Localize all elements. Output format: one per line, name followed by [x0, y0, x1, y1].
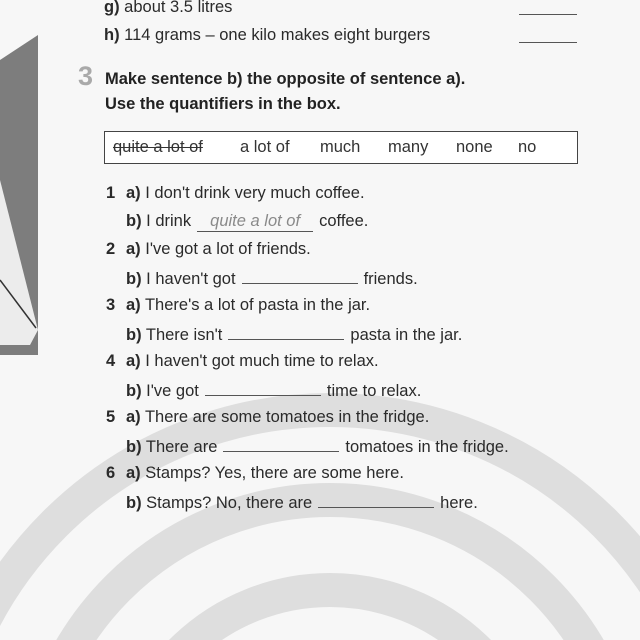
item-number: 2: [106, 240, 116, 258]
sentence-text: Stamps? Yes, there are some here.: [145, 464, 404, 482]
sentence-a: [126, 352, 379, 371]
sentence-text-before: I haven't got: [146, 270, 236, 288]
sentence-label: a): [126, 464, 141, 482]
sentence-text: There are some tomatoes in the fridge.: [144, 408, 430, 426]
sentence-text: I haven't got much time to relax.: [145, 352, 379, 370]
sentence-label: a): [126, 296, 141, 314]
answer-blank-filled[interactable]: quite a lot of: [197, 212, 313, 232]
quantifier-word: a lot of: [240, 138, 290, 156]
sentence-label: b): [126, 270, 142, 288]
previous-item-letter: h): [104, 26, 120, 44]
exercise-number: 3: [78, 61, 94, 91]
sentence-a: [126, 408, 429, 427]
sentence-label: a): [126, 240, 141, 258]
sentence-label: b): [126, 382, 142, 400]
previous-item-h: [104, 26, 430, 45]
quantifier-word: no: [518, 138, 537, 156]
sentence-text: I don't drink very much coffee.: [145, 184, 365, 202]
previous-item-letter: g): [104, 0, 120, 16]
answer-blank[interactable]: [205, 380, 321, 396]
sentence-text-before: There are: [145, 438, 218, 456]
sentence-label: a): [126, 408, 141, 426]
sentence-a: [126, 184, 365, 203]
quantifier-word: much: [320, 138, 361, 156]
sentence-b: [126, 436, 509, 457]
answer-blank[interactable]: [519, 42, 577, 43]
item-number: 6: [106, 464, 116, 482]
item-number: 4: [106, 352, 116, 370]
quantifier-word: none: [456, 138, 493, 156]
item-number: 3: [106, 296, 116, 314]
answer-blank[interactable]: [228, 324, 344, 340]
sentence-text: There's a lot of pasta in the jar.: [144, 296, 371, 314]
sentence-text-before: I drink: [146, 212, 192, 230]
item-number: 1: [106, 184, 116, 202]
sentence-label: b): [126, 326, 142, 344]
sentence-text-before: I've got: [146, 382, 199, 400]
answer-blank[interactable]: [223, 436, 339, 452]
sentence-b: [126, 268, 418, 289]
previous-item-g: [104, 0, 232, 17]
sentence-text-after: coffee.: [319, 212, 369, 230]
quantifier-box: [104, 131, 578, 164]
exercise-instruction-line-2: Use the quantifiers in the box.: [105, 95, 341, 113]
quantifier-word: many: [388, 138, 429, 156]
sentence-b: [126, 380, 421, 401]
sentence-text-after: friends.: [363, 270, 418, 288]
sentence-b: [126, 324, 462, 345]
exercise-instruction-line-1: Make sentence b) the opposite of sentence a).: [105, 70, 466, 88]
previous-item-text: about 3.5 litres: [124, 0, 233, 16]
previous-item-text: 114 grams – one kilo makes eight burgers: [124, 26, 431, 44]
sentence-label: a): [126, 352, 141, 370]
sentence-text: I've got a lot of friends.: [145, 240, 311, 258]
answer-blank[interactable]: [242, 268, 358, 284]
sentence-b: [126, 212, 368, 232]
sentence-label: b): [126, 438, 142, 456]
sentence-b: [126, 492, 478, 513]
quantifier-word-crossed: quite a lot of: [113, 138, 203, 156]
sentence-text-before: Stamps? No, there are: [146, 494, 313, 512]
answer-blank[interactable]: [519, 14, 577, 15]
sentence-label: b): [126, 494, 142, 512]
item-number: 5: [106, 408, 116, 426]
sentence-a: [126, 464, 404, 483]
sentence-label: a): [126, 184, 141, 202]
sentence-text-before: There isn't: [145, 326, 223, 344]
sentence-label: b): [126, 212, 142, 230]
answer-blank[interactable]: [318, 492, 434, 508]
sentence-a: [126, 240, 311, 259]
sentence-text-after: time to relax.: [326, 382, 422, 400]
sentence-text-after: tomatoes in the fridge.: [345, 438, 509, 456]
sentence-text-after: pasta in the jar.: [350, 326, 463, 344]
sentence-text-after: here.: [440, 494, 478, 512]
sentence-a: [126, 296, 370, 315]
